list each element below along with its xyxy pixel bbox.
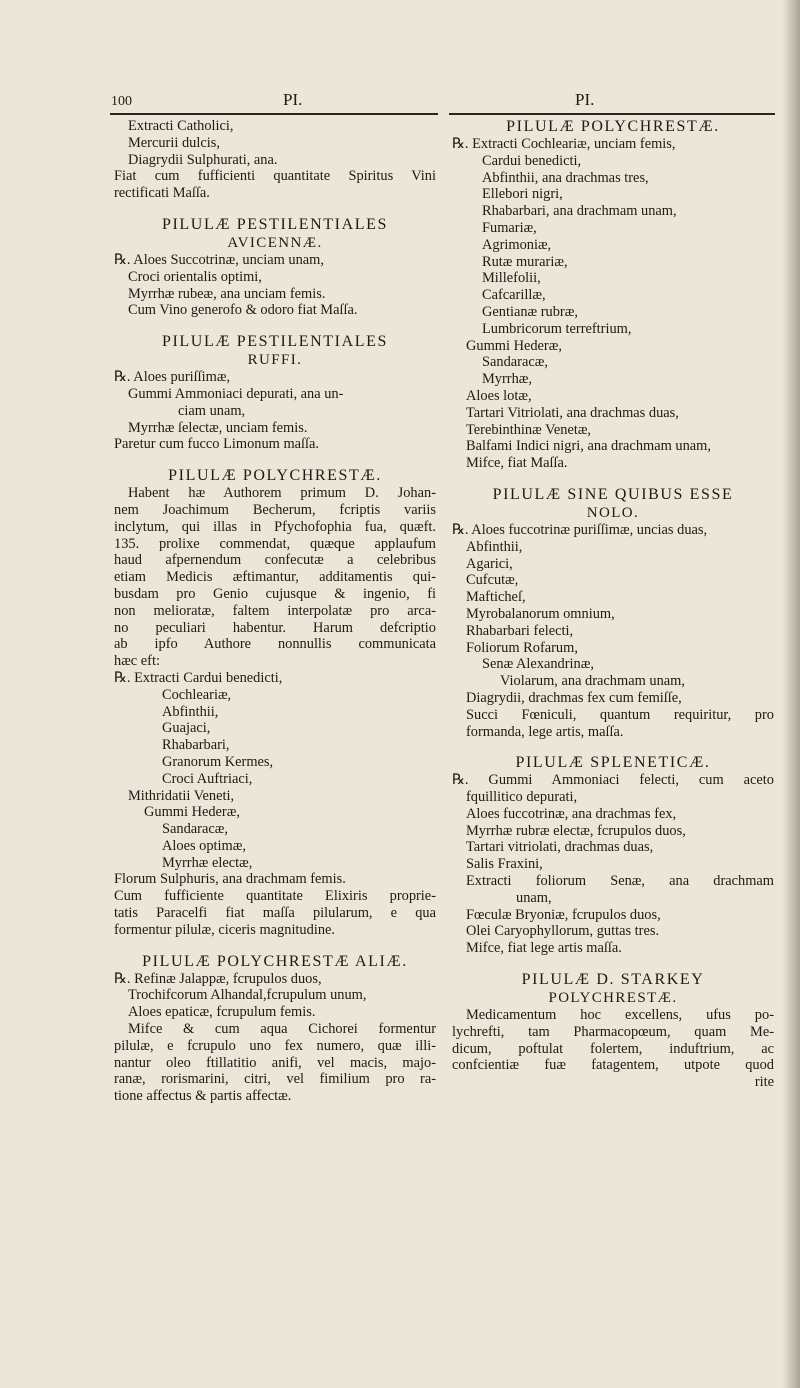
text-line: Rutæ murariæ,: [482, 253, 568, 270]
text-line: formanda, lege artis, maſſa.: [466, 723, 624, 740]
text-line: Tartari Vitriolati, ana drachmas duas,: [466, 404, 679, 421]
text-line: ciam unam,: [178, 402, 246, 419]
text-line: Rhabarbari felecti,: [466, 622, 574, 639]
text-line: Tartari vitriolati, drachmas duas,: [466, 839, 654, 856]
text-line: Agrimoniæ,: [482, 236, 552, 253]
section-gap: [114, 202, 436, 216]
text-line: busdam pro Genio cujusque & ingenio, fi: [114, 585, 436, 602]
section-heading: PILULÆ POLYCHRESTÆ ALIÆ.: [142, 952, 408, 970]
text-line: lychrefti, tam Pharmacopœum, quam Me-: [452, 1023, 774, 1040]
text-line: Cafcarillæ,: [482, 287, 546, 304]
text-line: ℞. Extracti Cardui benedicti,: [114, 669, 283, 686]
text-line: ranæ, rorismarini, citri, vel fimilium pro ra-: [114, 1071, 436, 1088]
text-line: Habent hæ Authorem primum D. Johan-: [128, 485, 436, 502]
text-line: Gummi Ammoniaci depurati, ana un-: [128, 385, 344, 402]
text-line: ℞. Gummi Ammoniaci felecti, cum aceto: [452, 772, 774, 789]
text-line: Myrrhæ rubeæ, ana unciam femis.: [128, 285, 326, 302]
text-line: Granorum Kermes,: [162, 753, 274, 770]
text-line: ℞. Refinæ Jalappæ, fcrupulos duos,: [114, 970, 322, 987]
text-line: pilulæ, e fcrupulo uno fex numero, quæ illi-: [114, 1037, 436, 1054]
text-line: Aloes epaticæ, fcrupulum femis.: [128, 1004, 316, 1021]
text-line: Balfami Indici nigri, ana drachmam unam,: [466, 438, 711, 455]
text-line: dicum, poftulat folertem, induftrium, ac: [452, 1040, 774, 1057]
text-line: Abfinthii,: [466, 538, 523, 555]
text-line: Fœculæ Bryoniæ, fcrupulos duos,: [466, 906, 661, 923]
text-line: Myrrhæ rubræ electæ, fcrupulos duos,: [466, 822, 686, 839]
text-line: haud afpernendum confecutæ a celebribus: [114, 552, 436, 569]
text-line: unam,: [516, 889, 552, 906]
running-header: [0, 84, 800, 114]
text-line: Mithridatii Veneti,: [128, 787, 235, 804]
text-line: Abfinthii,: [162, 703, 219, 720]
text-line: Extracti foliorum Senæ, ana drachmam: [466, 873, 774, 890]
text-line: Cochleariæ,: [162, 686, 232, 703]
text-line: Salis Fraxini,: [466, 856, 543, 873]
section-heading: PILULÆ PESTILENTIALES: [161, 215, 389, 233]
text-line: Mercurii dulcis,: [128, 134, 220, 151]
text-line: Diagrydii, drachmas fex cum femiſſe,: [466, 689, 682, 706]
page-number: 100: [111, 94, 132, 109]
text-line: Mifce & cum aqua Cichorei formentur: [128, 1021, 436, 1038]
text-line: ℞. Aloes puriſſimæ,: [114, 369, 231, 386]
text-line: tatis Paracelfi fiat maſſa pilularum, e qua: [114, 905, 436, 922]
text-line: hæc eft:: [114, 653, 160, 670]
text-line: Agarici,: [466, 555, 513, 572]
section-heading: PILULÆ SINE QUIBUS ESSE: [492, 485, 734, 503]
text-line: Mifce, fiat Maſſa.: [466, 455, 568, 472]
section-heading: PILULÆ SPLENETICÆ.: [515, 754, 711, 772]
text-line: no peculiari habentur. Harum defcriptio: [114, 619, 436, 636]
text-line: nem Joachimum Becherum, fcriptis variis: [114, 501, 436, 518]
text-line: Cum Vino generofo & odoro fiat Maſſa.: [128, 302, 358, 319]
text-line: ℞. Aloes fuccotrinæ puriſſimæ, uncias duas,: [452, 521, 708, 538]
text-line: Aloes lotæ,: [466, 387, 532, 404]
text-line: Terebinthinæ Venetæ,: [466, 421, 592, 438]
text-line: Sandaracæ,: [162, 821, 228, 838]
text-line: tione affectus & partis affectæ.: [114, 1088, 292, 1105]
section-heading: PILULÆ POLYCHRESTÆ.: [506, 118, 720, 135]
text-line: Fumariæ,: [482, 219, 537, 236]
text-line: Gentianæ rubræ,: [482, 303, 578, 320]
text-line: Gummi Hederæ,: [144, 804, 240, 821]
text-line: Myrrhæ,: [482, 371, 532, 388]
section-gap: [114, 319, 436, 333]
text-line: Mafticheſ,: [466, 589, 526, 606]
text-line: Gummi Hederæ,: [466, 337, 562, 354]
text-line: Paretur cum fucco Limonum maſſa.: [114, 436, 320, 453]
right-text-column: [452, 118, 774, 1091]
text-line: Foliorum Rofarum,: [466, 639, 578, 656]
text-line: Medicamentum hoc excellens, ufus po-: [466, 1007, 774, 1024]
text-line: rectificati Maſſa.: [114, 185, 210, 202]
section-gap: [452, 957, 774, 971]
text-line: Croci orientalis optimi,: [128, 268, 262, 285]
text-line: formentur pilulæ, ciceris magnitudine.: [114, 921, 336, 938]
section-heading: POLYCHRESTÆ.: [548, 990, 678, 1007]
text-line: Cum fufficiente quantitate Elixiris proprie-: [114, 888, 436, 905]
right-running-title: PI.: [575, 90, 595, 109]
text-line: Trochifcorum Alhandal,fcrupulum unum,: [128, 987, 367, 1004]
left-running-title: PI.: [283, 90, 303, 109]
text-line: Abfinthii, ana drachmas tres,: [482, 169, 649, 186]
text-line: Sandaracæ,: [482, 354, 548, 371]
text-line: 135. prolixe commendat, quæque applaufum: [114, 535, 436, 552]
section-gap: [452, 740, 774, 754]
text-line: Senæ Alexandrinæ,: [482, 656, 594, 673]
text-line: Cardui benedicti,: [482, 152, 582, 169]
text-line: Violarum, ana drachmam unam,: [500, 673, 685, 690]
section-heading: PILULÆ PESTILENTIALES: [161, 333, 389, 351]
text-line: Lumbricorum terreftrium,: [482, 320, 632, 337]
text-line: rite: [754, 1074, 774, 1091]
text-line: Rhabarbari, ana drachmam unam,: [482, 203, 677, 220]
text-line: Mifce, fiat lege artis maſſa.: [466, 940, 622, 957]
text-line: Rhabarbari,: [162, 737, 230, 754]
header-rule-left: [110, 113, 438, 115]
section-heading: PILULÆ POLYCHRESTÆ.: [168, 467, 382, 485]
section-heading: RUFFI.: [247, 352, 303, 369]
text-line: Croci Auftriaci,: [162, 770, 253, 787]
text-line: Guajaci,: [162, 720, 211, 737]
text-line: nantur oleo ftillatitio anifi, vel macis, majo-: [114, 1054, 436, 1071]
header-rule-right: [449, 113, 775, 115]
section-heading: AVICENNÆ.: [227, 234, 323, 251]
text-line: fquillitico depurati,: [466, 789, 578, 806]
text-line: Myrobalanorum omnium,: [466, 605, 615, 622]
text-line: ℞. Aloes Succotrinæ, unciam unam,: [114, 251, 324, 268]
text-line: Myrrhæ electæ,: [162, 854, 253, 871]
text-line: Cufcutæ,: [466, 572, 519, 589]
section-heading: NOLO.: [586, 504, 640, 521]
text-line: Fiat cum fufficienti quantitate Spiritus Vini: [114, 168, 436, 185]
section-gap: [114, 453, 436, 467]
text-line: Aloes fuccotrinæ, ana drachmas fex,: [466, 805, 677, 822]
text-line: Extracti Catholici,: [128, 118, 234, 134]
text-line: confcientiæ fuæ fatagentem, utpote quod: [452, 1057, 774, 1074]
text-line: Florum Sulphuris, ana drachmam femis.: [114, 871, 346, 888]
text-line: Diagrydii Sulphurati, ana.: [128, 151, 278, 168]
text-line: ab ipfo Authore nonnullis communicata: [114, 636, 436, 653]
text-line: non melioratæ, faltem interpolatæ pro arca-: [114, 602, 436, 619]
text-line: Olei Caryophyllorum, guttas tres.: [466, 923, 660, 940]
section-gap: [114, 939, 436, 953]
text-line: etiam Medicis æftimantur, additamentis qui-: [114, 569, 436, 586]
text-line: Millefolii,: [482, 270, 541, 287]
text-line: Myrrhæ ſelectæ, unciam femis.: [128, 419, 308, 436]
text-line: inclytum, qui illas in Pfychofophia fua, quæft.: [114, 518, 436, 535]
left-text-column: [114, 118, 436, 1105]
section-gap: [452, 472, 774, 486]
text-line: Ellebori nigri,: [482, 186, 563, 203]
text-line: Aloes optimæ,: [162, 837, 246, 854]
section-heading: PILULÆ D. STARKEY: [521, 971, 705, 989]
text-line: ℞. Extracti Cochleariæ, unciam femis,: [452, 136, 676, 152]
text-line: Succi Fœniculi, quantum requiritur, pro: [466, 706, 774, 723]
